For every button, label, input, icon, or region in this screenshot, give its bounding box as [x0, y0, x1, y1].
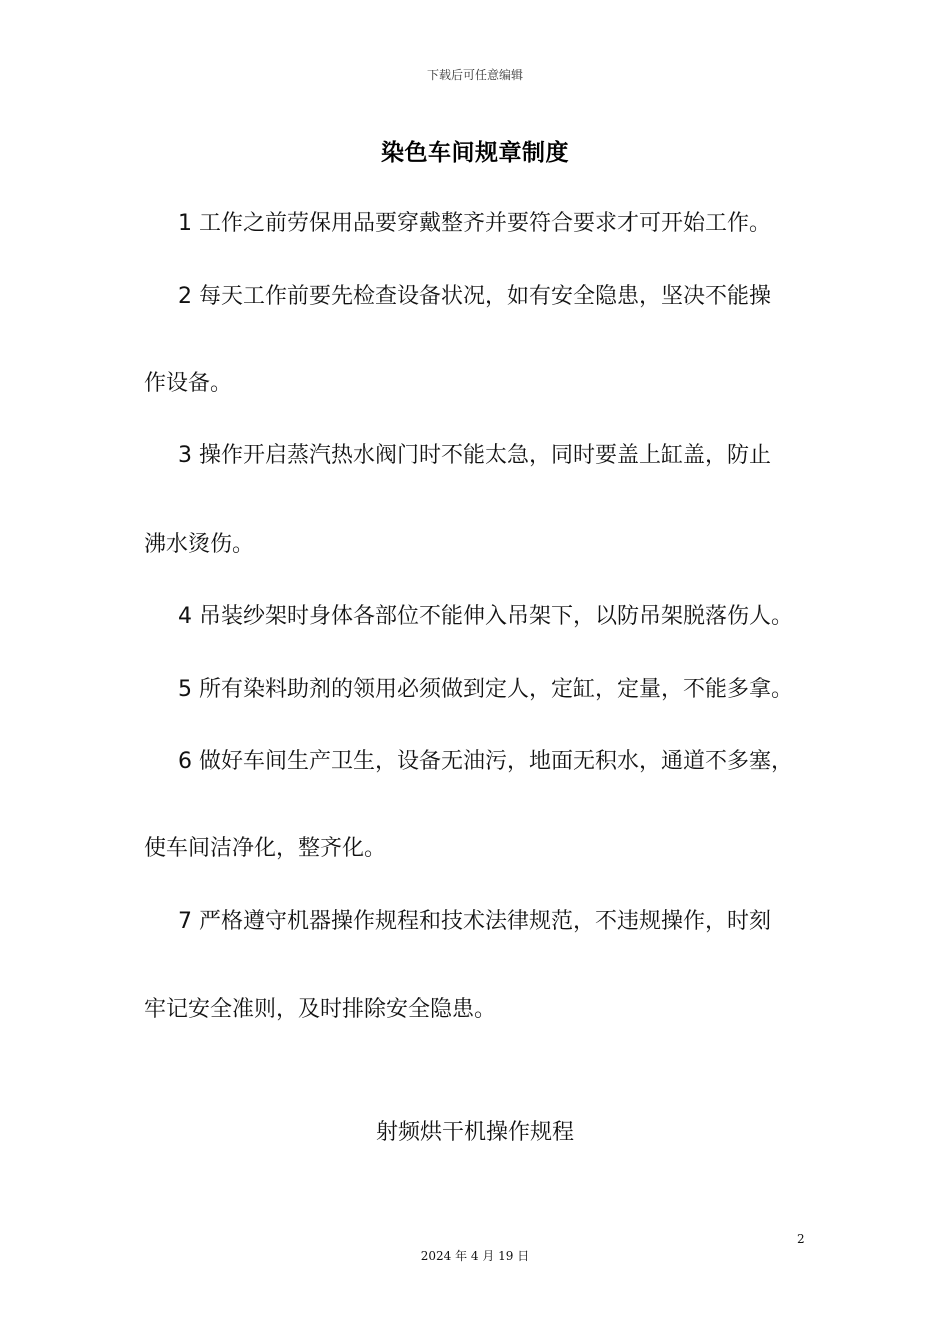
rule-6-line-2: 使车间洁净化，整齐化。 [144, 836, 387, 861]
page-footer-date: 2024 年 4 月 19 日 [420, 1249, 530, 1263]
rule-1-line-1: 1 工作之前劳保用品要穿戴整齐并要符合要求才可开始工作。 [178, 211, 771, 236]
rule-4-line-1: 4 吊装纱架时身体各部位不能伸入吊架下，以防吊架脱落伤人。 [178, 604, 793, 629]
rule-6-line-1: 6 做好车间生产卫生，设备无油污，地面无积水，通道不多塞， [178, 749, 793, 774]
section-subtitle: 射频烘干机操作规程 [375, 1120, 574, 1145]
rule-2-line-1: 2 每天工作前要先检查设备状况，如有安全隐患，坚决不能操 [178, 284, 771, 309]
rule-7-line-1: 7 严格遵守机器操作规程和技术法律规范，不违规操作，时刻 [178, 909, 771, 934]
rule-5-line-1: 5 所有染料助剂的领用必须做到定人，定缸，定量，不能多拿。 [178, 677, 793, 702]
rule-3-line-2: 沸水烫伤。 [144, 532, 255, 557]
document-title: 染色车间规章制度 [381, 140, 569, 166]
rule-3-line-1: 3 操作开启蒸汽热水阀门时不能太急，同时要盖上缸盖，防止 [178, 443, 771, 468]
rule-2-line-2: 作设备。 [144, 371, 233, 396]
page-number: 2 [797, 1232, 805, 1246]
rule-7-line-2: 牢记安全准则，及时排除安全隐患。 [144, 997, 497, 1022]
page-header: 下载后可任意编辑 [426, 68, 523, 82]
